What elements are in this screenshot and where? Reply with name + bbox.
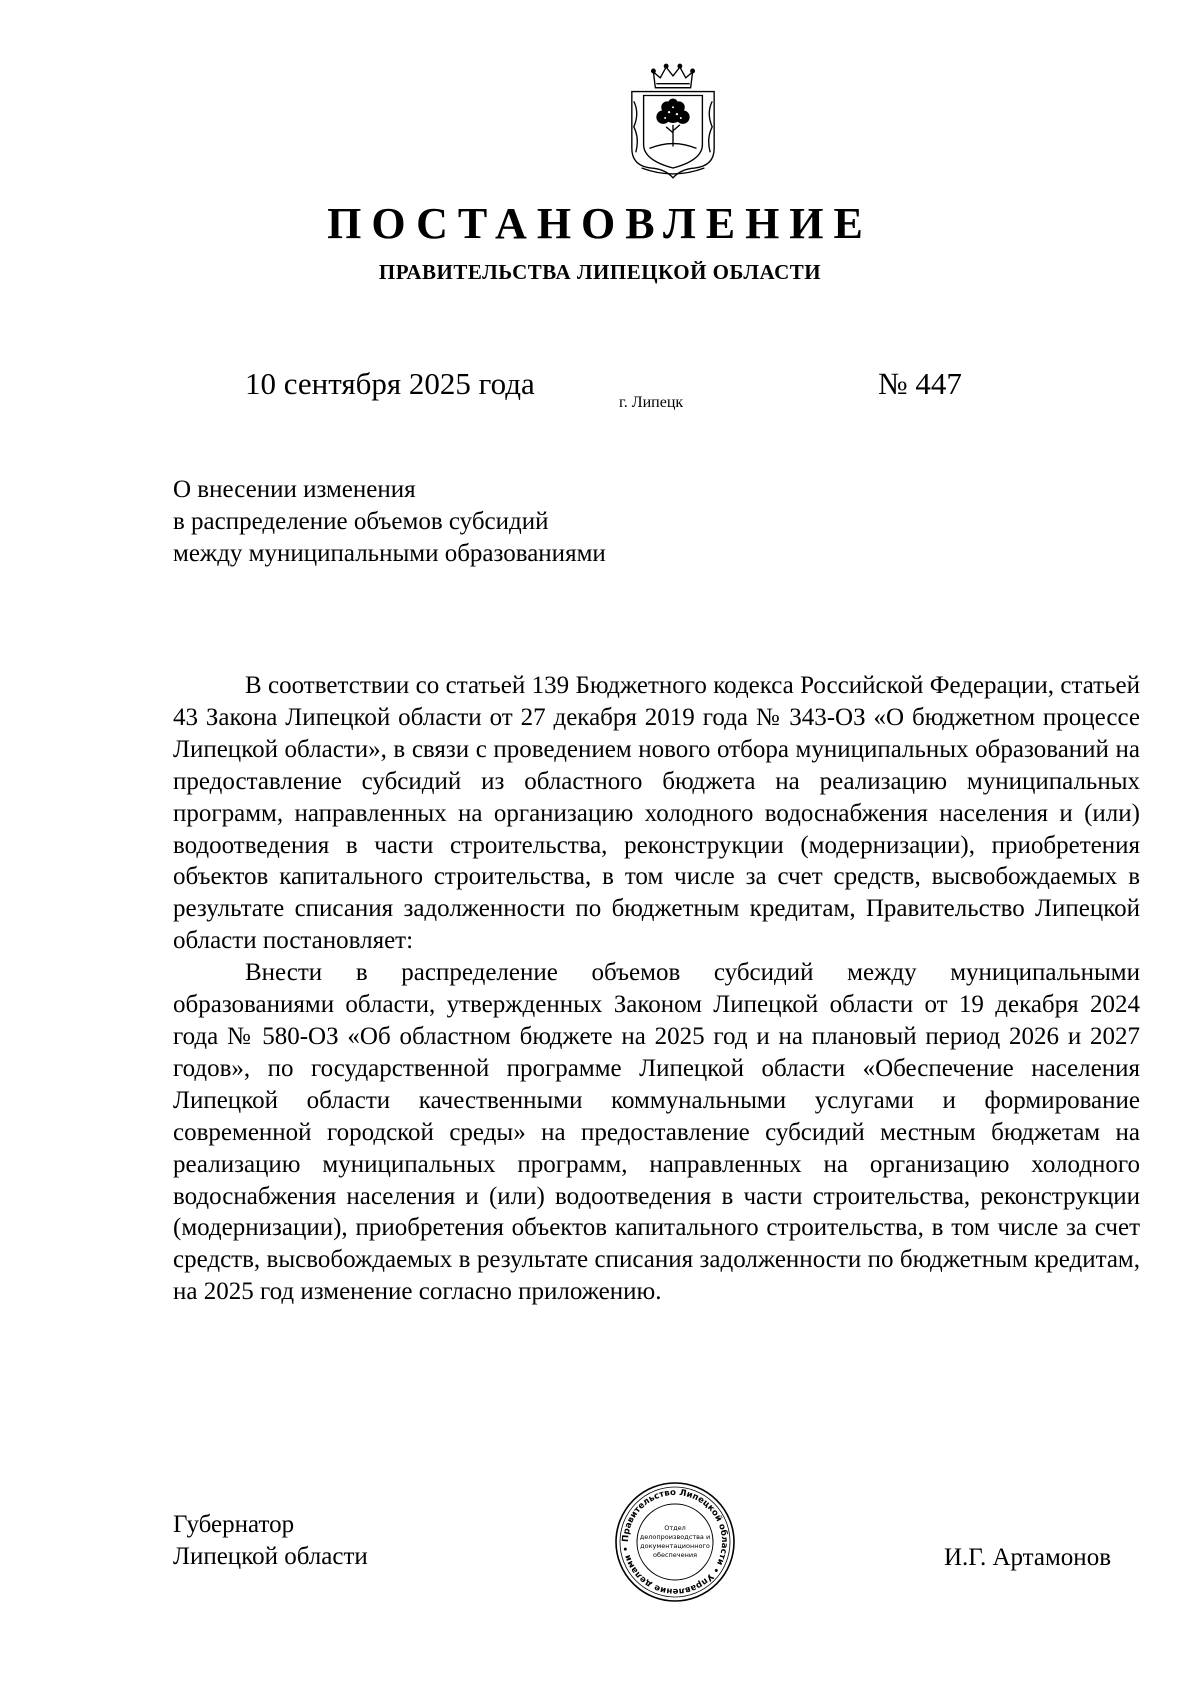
signatory-name: И.Г. Артамонов <box>944 1544 1111 1571</box>
signatory-position-line: Губернатор <box>173 1511 295 1538</box>
official-seal <box>614 1481 736 1603</box>
signatory-position-line: Липецкой области <box>173 1543 368 1570</box>
body-paragraph: В соответствии со статьей 139 Бюджетного кодекса Российской Федерации, статьей 43 Закона Липецкой области от 27 декабря 2019 года № 343-ОЗ «О бюджетном процессе Липецкой области», в связи с проведением нового отбора муниципальных образований на предоставление субсидий из областного бюджета на реализацию муниципальных программ, направленных на организацию холодного водоснабжения населения и (или) водоотведения в части строительства, реконструкции (модернизации), приобретения объектов капитального строительства, в том числе за счет средств, высвобождаемых в результате списания задолженности по бюджетным кредитам, Правительство Липецкой области постановляет: <box>173 672 1140 955</box>
seal-center-line: обеспечения <box>652 1551 698 1559</box>
body-paragraph: Внести в распределение объемов субсидий между муниципальными образованиями области, утвержденных Законом Липецкой области от 19 декабря 2024 года № 580-ОЗ «Об областном бюджете на 2025 год и на плановый период 2026 и 2027 годов», по государственной программе Липецкой области «Обеспечение населения Липецкой области качественными коммунальными услугами и формирование современной городской среды» на предоставление субсидий местным бюджетам на реализацию муниципальных программ, направленных на организацию холодного водоснабжения населения и (или) водоотведения в части строительства, реконструкции (модернизации), приобретения объектов капитального строительства, в том числе за счет средств, высвобождаемых в результате списания задолженности по бюджетным кредитам, на 2025 год изменение согласно приложению. <box>173 959 1140 1306</box>
coat-of-arms-emblem <box>624 58 722 182</box>
document-subject <box>173 474 606 570</box>
subject-line: между муниципальными образованиями <box>173 540 606 567</box>
document-title: ПОСТАНОВЛЕНИЕ <box>327 199 873 248</box>
document-number: № 447 <box>878 366 962 401</box>
seal-ring-text: Правительство Липецкой области • Управление делами • <box>620 1487 730 1597</box>
document-city: г. Липецк <box>619 394 684 411</box>
document-date: 10 сентября 2025 года <box>245 366 535 401</box>
issuing-authority: ПРАВИТЕЛЬСТВА ЛИПЕЦКОЙ ОБЛАСТИ <box>378 260 822 284</box>
seal-center-line: делопроизводства и <box>639 1533 711 1541</box>
subject-line: О внесении изменения <box>173 476 416 503</box>
document-body <box>173 670 1140 1308</box>
seal-center-line: документационного <box>640 1542 710 1550</box>
signatory-position <box>173 1509 368 1573</box>
seal-center-line: Отдел <box>664 1524 686 1532</box>
subject-line: в распределение объемов субсидий <box>173 508 549 535</box>
